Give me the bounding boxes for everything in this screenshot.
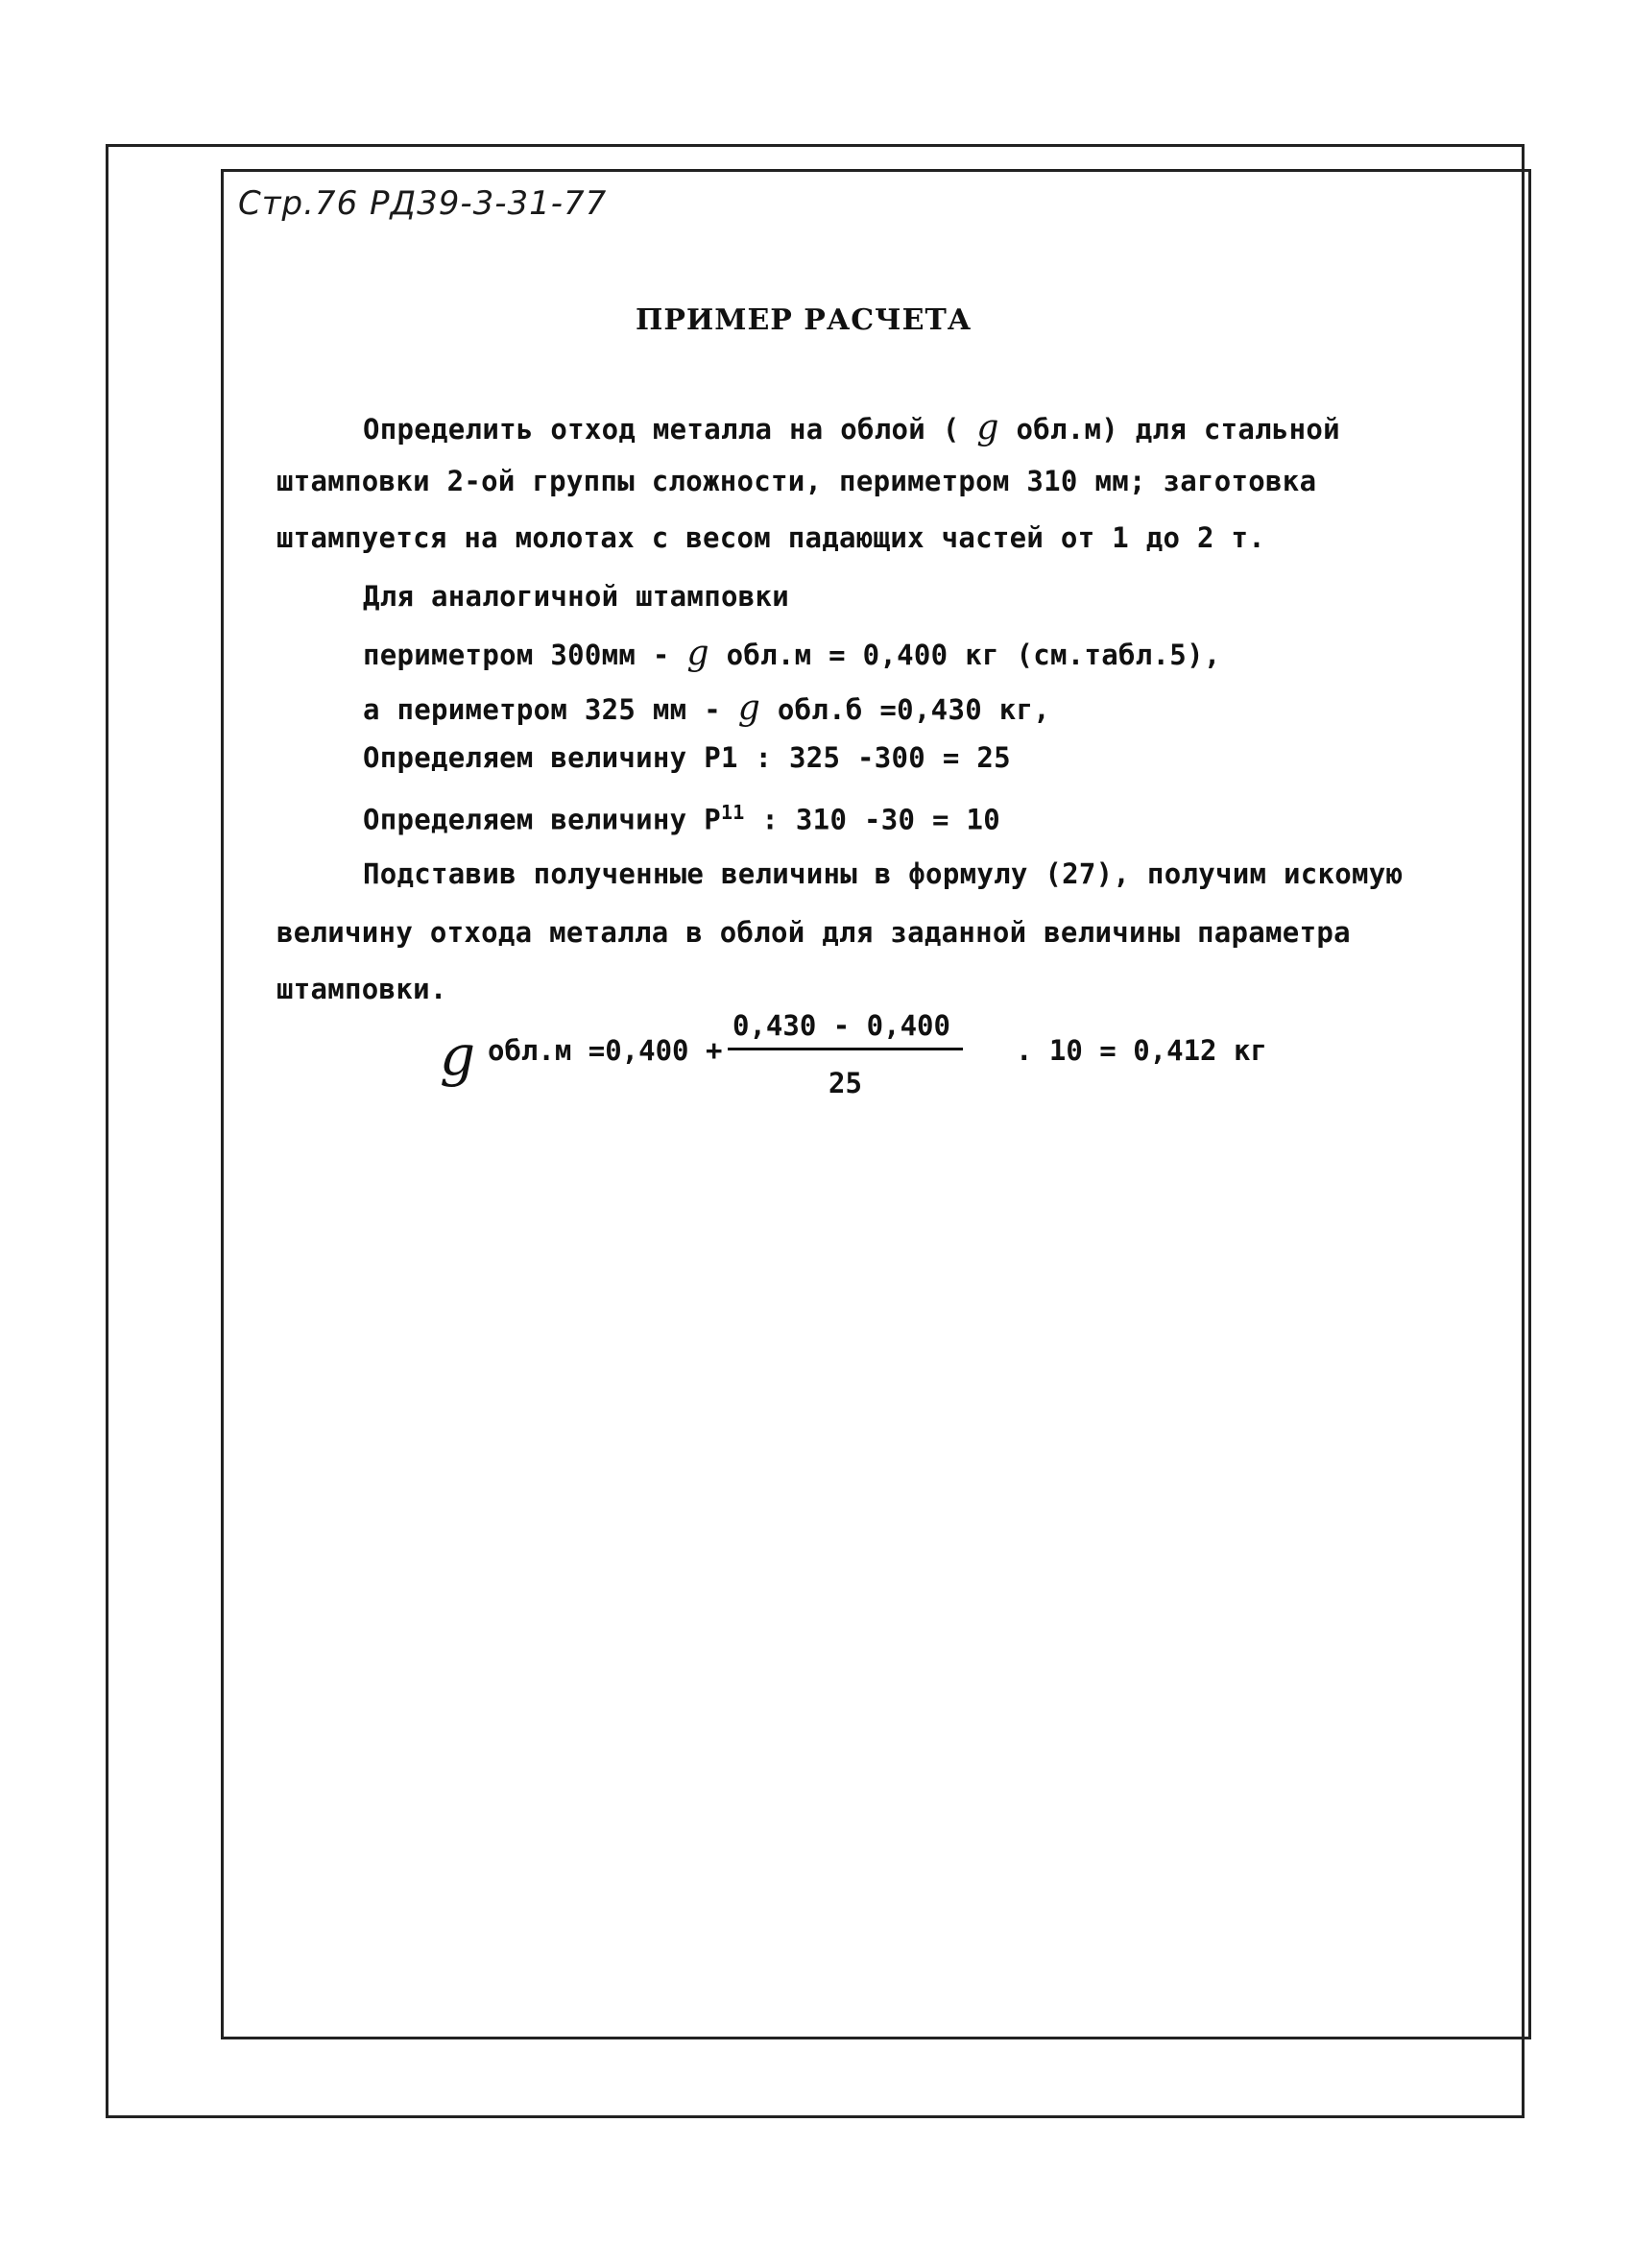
fraction-bar xyxy=(728,1048,963,1050)
formula-lhs: обл.м =0,400 + xyxy=(488,1034,723,1067)
formula-numerator: 0,430 - 0,400 xyxy=(732,1009,950,1042)
document-title: ПРИМЕР РАСЧЕТА xyxy=(636,303,973,337)
analog-row-325: а периметром 325 мм - g обл.б =0,430 кг, xyxy=(363,688,1050,728)
g-symbol: g xyxy=(976,408,999,447)
page-reference: Стр.76 РД39-3-31-77 xyxy=(238,184,608,223)
g-symbol: g xyxy=(686,634,709,673)
g-symbol: g xyxy=(737,688,761,728)
paragraph1-line1: Определить отход металла на облой ( g обл.м) для стальной xyxy=(363,408,1340,447)
paragraph2-line3: штамповки. xyxy=(276,973,447,1005)
formula-denominator: 25 xyxy=(829,1067,862,1099)
analog-intro: Для аналогичной штамповки xyxy=(363,580,789,613)
analog-row-300: периметром 300мм - g обл.м = 0,400 кг (см.табл.5), xyxy=(363,634,1221,673)
paragraph2-line2: величину отхода металла в облой для заданной величины параметра xyxy=(276,916,1351,949)
analog-row-p1: Определяем величину Р1 : 325 -300 = 25 xyxy=(363,741,1011,774)
paragraph1-line3: штампуется на молотах с весом падающих частей от 1 до 2 т. xyxy=(276,521,1266,554)
paragraph2-line1: Подставив полученные величины в формулу (27), получим искомую xyxy=(363,857,1404,890)
paragraph1-line2: штамповки 2-ой группы сложности, периметром 310 мм; заготовка xyxy=(276,465,1317,497)
formula xyxy=(440,1003,1361,1119)
formula-g-symbol: g xyxy=(440,1023,476,1088)
formula-rhs: . 10 = 0,412 кг xyxy=(1016,1034,1267,1067)
analog-row-p11: Определяем величину $Р^{11}$ : 310 -30 = 10 xyxy=(363,801,1001,836)
